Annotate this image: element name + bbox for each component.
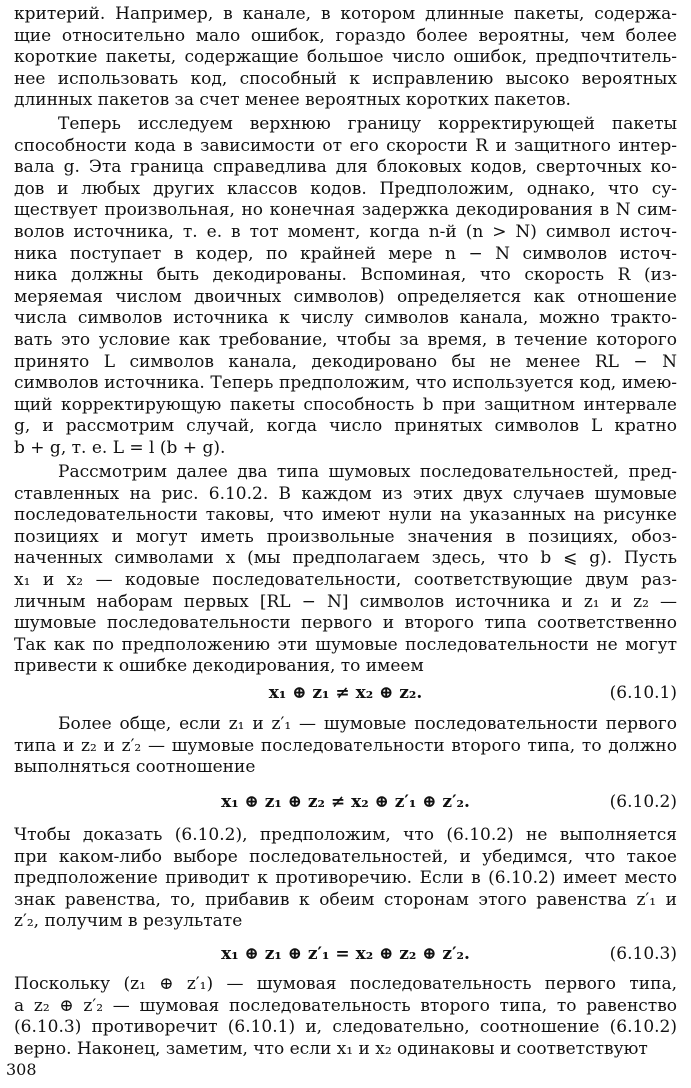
text-line: привести к ошибке декодирования, то имеем: [14, 656, 424, 677]
equation-number: (6.10.3): [609, 944, 677, 964]
text-line: позициях и могут иметь произвольные значения в позициях, обоз-: [14, 526, 677, 547]
equation-expression: x₁ ⊕ z₁ ≠ x₂ ⊕ z₂.: [268, 683, 423, 703]
text-line: нее использовать код, способный к исправлению высоко вероятных: [14, 68, 677, 89]
text-line: выполняться соотношение: [14, 757, 256, 778]
text-line: короткие пакеты, содержащие большое число ошибок, предпочтитель-: [14, 47, 677, 68]
text-line: g, и рассмотрим случай, когда число принятых символов L кратно: [14, 416, 677, 437]
equation-expression: x₁ ⊕ z₁ ⊕ z₂ ≠ x₂ ⊕ z′₁ ⊕ z′₂.: [221, 792, 470, 812]
text-line: при каком-либо выборе последовательностей, и убедимся, что такое: [14, 846, 677, 867]
text-line: личным наборам первых [RL − N] символов источника и z₁ и z₂ —: [14, 591, 677, 612]
text-line: длинных пакетов за счет менее вероятных коротких пакетов.: [14, 90, 571, 111]
paragraph-2: [14, 114, 677, 460]
paragraph-1: [14, 4, 677, 112]
text-line: Чтобы доказать (6.10.2), предположим, что (6.10.2) не выполняется: [14, 825, 677, 845]
paragraph-3: [14, 462, 677, 678]
text-line: меряемая числом двоичных символов) определяется как отношение: [14, 286, 677, 307]
text-line: символов источника. Теперь предположим, что используется код, имею-: [14, 373, 677, 394]
text-line: шумовые последовательности первого и второго типа соответственно: [14, 613, 677, 634]
equation-expression: x₁ ⊕ z₁ ⊕ z′₁ = x₂ ⊕ z₂ ⊕ z′₂.: [221, 944, 470, 964]
text-line: Поскольку (z₁ ⊕ z′₁) — шумовая последовательность первого типа,: [14, 974, 677, 994]
page-number: 308: [6, 1060, 37, 1079]
text-line: ника поступает в кодер, по крайней мере n − N символов источ-: [14, 243, 677, 264]
text-line: ника должны быть декодированы. Вспоминая, что скорость R (из-: [14, 265, 677, 286]
paragraph-4: [14, 714, 677, 779]
text-line: ществует произвольная, но конечная задержка декодирования в N сим-: [14, 200, 677, 221]
text-line: Так как по предположению эти шумовые последовательности не могут: [14, 634, 677, 655]
text-line: критерий. Например, в канале, в котором длинные пакеты, содержа-: [14, 4, 677, 24]
text-line: дов и любых других классов кодов. Предположим, однако, что су-: [14, 178, 677, 199]
text-line: щие относительно мало ошибок, гораздо более вероятны, чем более: [14, 25, 677, 46]
text-line: ставленных на рис. 6.10.2. В каждом из этих двух случаев шумовые: [14, 483, 677, 504]
equation-number: (6.10.2): [609, 792, 677, 812]
text-line: x₁ и x₂ — кодовые последовательности, соответствующие двум раз-: [14, 569, 677, 590]
text-line: (6.10.3) противоречит (6.10.1) и, следовательно, соотношение (6.10.2): [14, 1017, 677, 1038]
text-line: вала g. Эта граница справедлива для блоковых кодов, сверточных ко-: [14, 157, 677, 178]
text-line: щий корректирующую пакеты способность b при защитном интервале: [14, 394, 677, 415]
text-line: а z₂ ⊕ z′₂ — шумовая последовательность второго типа, то равенство: [14, 995, 677, 1016]
text-line: знак равенства, то, прибавив к обеим сторонам этого равенства z′₁ и: [14, 889, 677, 910]
text-line: b + g, т. е. L = l (b + g).: [14, 437, 226, 458]
text-line: вать это условие как требование, чтобы за время, в течение которого: [14, 329, 677, 350]
equation-6-10-1: [14, 681, 677, 705]
text-line: Более обще, если z₁ и z′₁ — шумовые последовательности первого: [58, 714, 677, 734]
equation-number: (6.10.1): [609, 683, 677, 703]
paragraph-5: [14, 825, 677, 933]
equation-6-10-2: [14, 790, 677, 814]
text-line: Рассмотрим далее два типа шумовых последовательностей, пред-: [58, 462, 677, 482]
text-line: наченных символами x (мы предполагаем здесь, что b ⩽ g). Пусть: [14, 548, 677, 569]
text-line: числа символов источника к числу символов канала, можно тракто-: [14, 308, 677, 329]
text-line: способности кода в зависимости от его скорости R и защитного интер-: [14, 135, 677, 156]
equation-6-10-3: [14, 942, 677, 966]
text-line: предположение приводит к противоречию. Если в (6.10.2) имеет место: [14, 868, 677, 889]
text-line: последовательности таковы, что имеют нули на указанных на рисунке: [14, 505, 677, 526]
text-line: волов источника, т. е. в тот момент, когда n-й (n > N) символ источ-: [14, 221, 677, 242]
paragraph-6: [14, 974, 677, 1060]
text-line: z′₂, получим в результате: [14, 911, 243, 932]
text-line: принято L символов канала, декодировано бы не менее RL − N: [14, 351, 677, 372]
text-line: Теперь исследуем верхнюю границу корректирующей пакеты: [58, 114, 677, 134]
text-line: верно. Наконец, заметим, что если x₁ и x₂ одинаковы и соответствуют: [14, 1038, 648, 1059]
text-line: типа и z₂ и z′₂ — шумовые последовательности второго типа, то должно: [14, 735, 677, 756]
